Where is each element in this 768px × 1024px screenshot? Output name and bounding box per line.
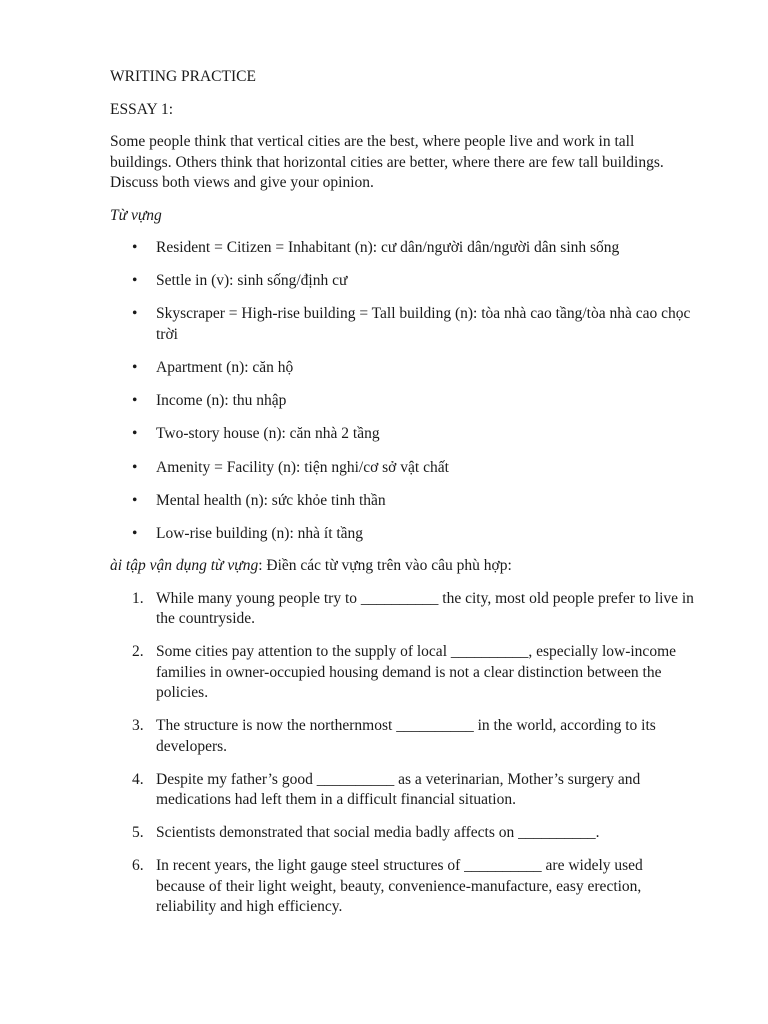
essay-prompt: Some people think that vertical cities are the best, where people live and work in tall buildings. Others think that horizontal cities are better, where there are few tall buildings. Discuss both views and give your opinion. xyxy=(110,133,664,191)
vocabulary-item xyxy=(110,491,695,512)
exercise-text: Despite my father’s good __________ as a veterinarian, Mother’s surgery and medications had left them in a difficult financial situation. xyxy=(156,770,641,809)
vocabulary-list xyxy=(110,238,695,545)
bullet-icon: • xyxy=(132,458,138,476)
exercise-number: 6. xyxy=(132,857,144,875)
exercise-heading xyxy=(110,556,695,577)
document-page xyxy=(110,67,695,930)
vocabulary-item xyxy=(110,238,695,259)
exercise-text: While many young people try to __________ the city, most old people prefer to live in the countryside. xyxy=(156,589,694,628)
exercise-number: 5. xyxy=(132,824,144,842)
vocabulary-text: Apartment (n): căn hộ xyxy=(156,359,294,377)
vocabulary-text: Two-story house (n): căn nhà 2 tầng xyxy=(156,425,380,443)
exercise-item xyxy=(110,856,695,918)
vocabulary-text: Amenity = Facility (n): tiện nghi/cơ sở vật chất xyxy=(156,458,449,476)
bullet-icon: • xyxy=(132,392,138,410)
vocabulary-item xyxy=(110,358,695,379)
exercise-heading-italic: ài tập vận dụng từ vựng xyxy=(110,557,259,575)
vocabulary-text: Skyscraper = High-rise building = Tall building (n): tòa nhà cao tầng/tòa nhà cao chọc trời xyxy=(156,305,691,343)
vocabulary-text: Mental health (n): sức khỏe tinh thần xyxy=(156,491,386,509)
exercise-text: The structure is now the northernmost __________ in the world, according to its developers. xyxy=(156,717,656,755)
exercise-text: Some cities pay attention to the supply of local __________, especially low-income families in owner-occupied housing demand is not a clear distinction between the policies. xyxy=(156,643,676,702)
bullet-icon: • xyxy=(132,305,138,323)
exercise-text: Scientists demonstrated that social media badly affects on __________. xyxy=(156,824,600,842)
exercise-number: 1. xyxy=(132,589,144,607)
exercise-number: 4. xyxy=(132,770,144,788)
bullet-icon: • xyxy=(132,239,138,256)
exercise-item xyxy=(110,716,695,757)
bullet-icon: • xyxy=(132,525,138,542)
exercise-number: 2. xyxy=(132,643,144,661)
bullet-icon: • xyxy=(132,359,138,377)
vocabulary-text: Settle in (v): sinh sống/định cư xyxy=(156,272,348,290)
exercise-heading-rest: : Điền các từ vựng trên vào câu phù hợp: xyxy=(258,557,512,575)
vocabulary-text: Resident = Citizen = Inhabitant (n): cư dân/người dân/người dân sinh sống xyxy=(156,239,620,256)
exercise-number: 3. xyxy=(132,717,144,735)
vocabulary-item xyxy=(110,524,695,545)
exercise-list xyxy=(110,589,695,918)
exercise-item xyxy=(110,642,695,704)
vocabulary-item xyxy=(110,391,695,412)
essay-label: ESSAY 1: xyxy=(110,100,174,118)
bullet-icon: • xyxy=(132,491,138,509)
bullet-icon: • xyxy=(132,272,138,290)
vocabulary-item xyxy=(110,458,695,479)
vocabulary-heading: Từ vựng xyxy=(110,206,162,224)
exercise-item xyxy=(110,589,695,630)
bullet-icon: • xyxy=(132,425,138,443)
exercise-item xyxy=(110,770,695,811)
vocabulary-item xyxy=(110,271,695,292)
vocabulary-item xyxy=(110,424,695,445)
vocabulary-item xyxy=(110,304,695,345)
vocabulary-text: Low-rise building (n): nhà ít tầng xyxy=(156,525,364,542)
document-title: WRITING PRACTICE xyxy=(110,68,256,85)
vocabulary-text: Income (n): thu nhập xyxy=(156,392,287,410)
exercise-item xyxy=(110,823,695,844)
exercise-text: In recent years, the light gauge steel structures of __________ are widely used because of their light weight, beauty, convenience-manufacture, easy erection, reliability and high efficiency. xyxy=(156,857,643,916)
